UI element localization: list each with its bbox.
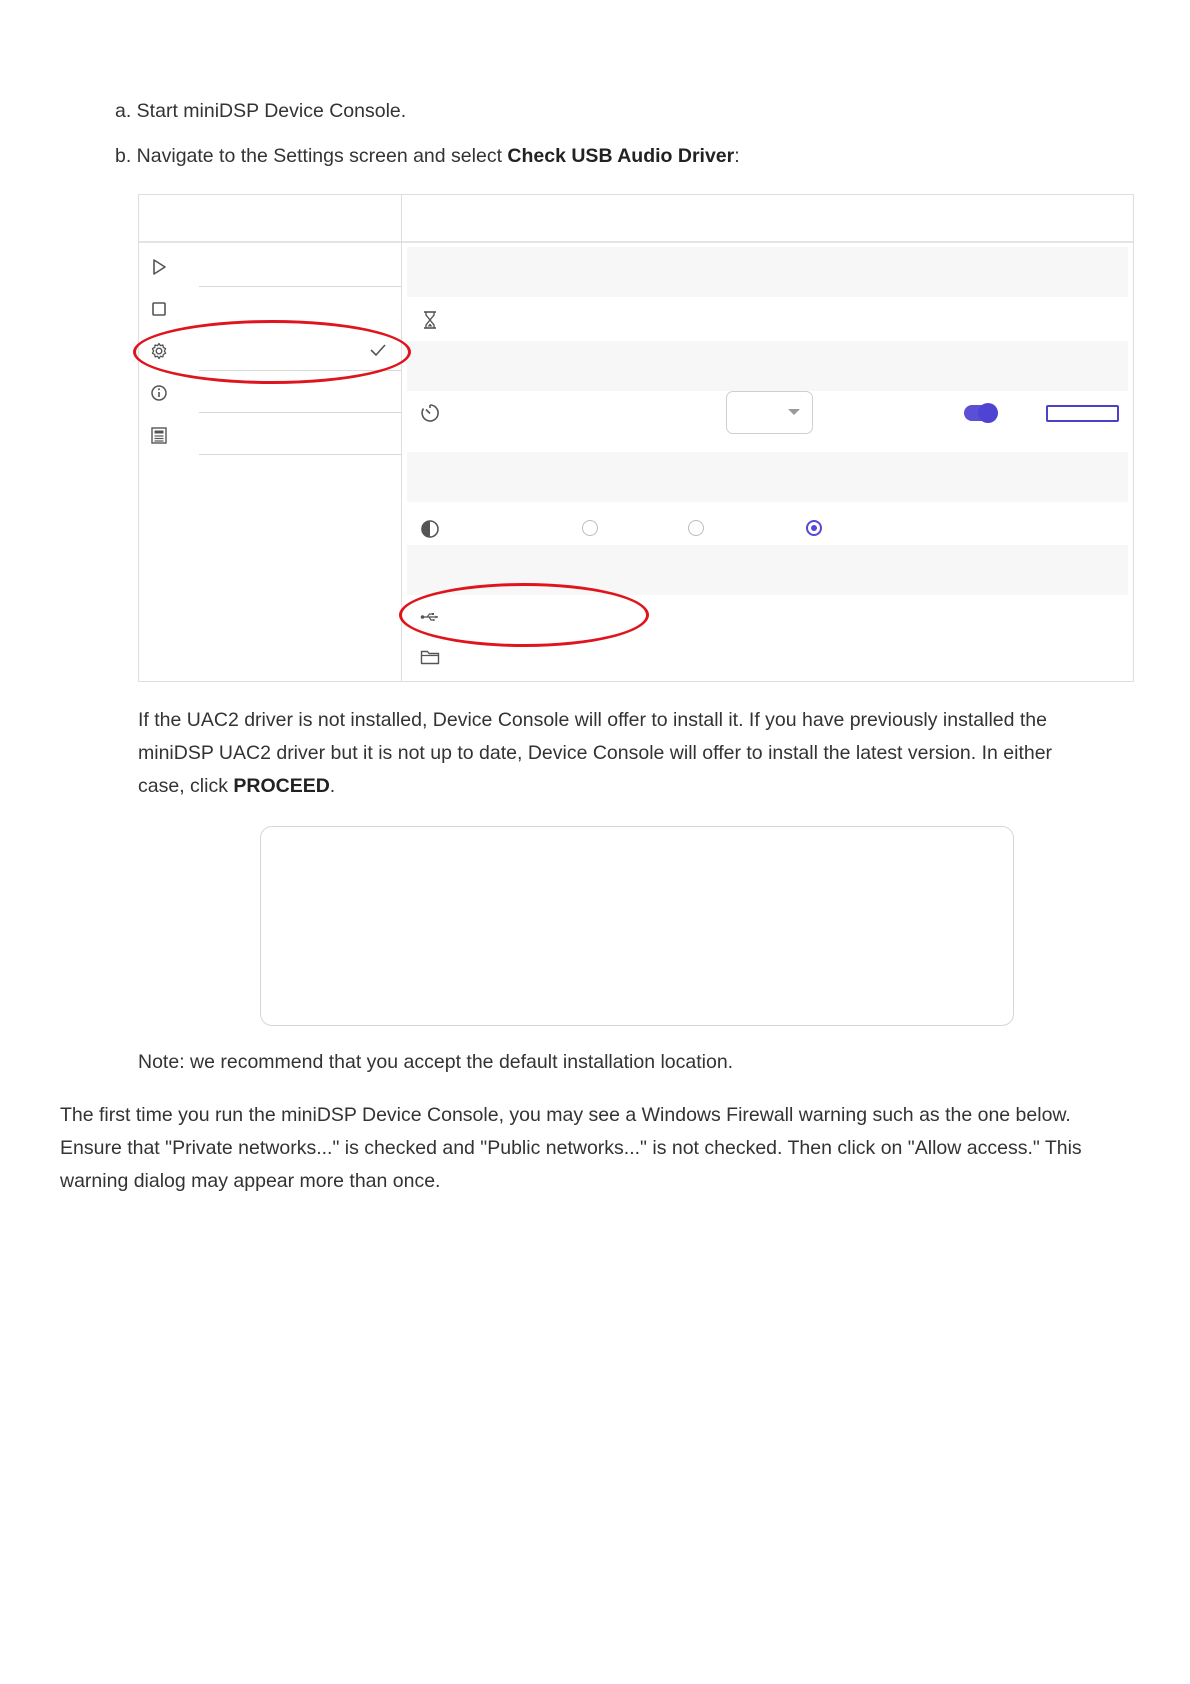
main-header <box>402 195 1133 243</box>
settings-toggle[interactable] <box>964 405 996 421</box>
document-icon <box>149 425 169 445</box>
contrast-icon <box>419 518 441 540</box>
install-note-text: Note: we recommend that you accept the default installation location. <box>138 1051 734 1073</box>
firewall-line-1: The first time you run the miniDSP Device Console, you may see a Windows Firewall warning such as the one below. <box>60 1104 1071 1126</box>
firewall-line-2: Ensure that "Private networks..." is checked and "Public networks..." is not checked. Then click on "Allow access." This <box>60 1137 1082 1159</box>
driver-instructions <box>138 704 1138 803</box>
sidebar-item-docs[interactable] <box>139 413 401 455</box>
chevron-down-icon <box>788 409 800 415</box>
timer-icon <box>419 402 441 424</box>
install-note <box>138 1046 733 1079</box>
step-a-text: a. Start miniDSP Device Console. <box>115 100 407 122</box>
toggle-knob <box>978 403 998 423</box>
sidebar-divider <box>199 454 401 455</box>
step-a <box>115 95 406 128</box>
step-b-prefix: b. Navigate to the Settings screen and select <box>115 145 508 167</box>
usb-driver-highlight-oval <box>399 583 649 647</box>
step-b-suffix: : <box>734 145 740 167</box>
driver-instructions-line-3 <box>138 770 1138 803</box>
firewall-line-3: warning dialog may appear more than once. <box>60 1170 441 1192</box>
proceed-label: PROCEED <box>233 775 330 797</box>
play-icon <box>149 257 169 277</box>
step-b <box>115 140 740 173</box>
theme-radio-1[interactable] <box>582 520 598 536</box>
driver-line-3-prefix: case, click <box>138 775 234 797</box>
driver-line-3-suffix: . <box>329 775 336 797</box>
theme-radio-2[interactable] <box>688 520 704 536</box>
settings-section-band <box>407 452 1128 502</box>
folder-icon <box>419 646 441 668</box>
driver-instructions-line-1: If the UAC2 driver is not installed, Device Console will offer to install it. If you have previously installed the <box>138 709 1047 731</box>
step-b-bold: Check USB Audio Driver <box>507 145 735 167</box>
firewall-instructions <box>60 1099 1150 1198</box>
sidebar-item-play[interactable] <box>139 245 401 287</box>
settings-screenshot <box>138 194 1134 682</box>
square-icon <box>149 299 169 319</box>
settings-outline-button[interactable] <box>1046 405 1119 422</box>
theme-radio-3[interactable] <box>806 520 822 536</box>
sidebar-header <box>139 195 401 243</box>
driver-instructions-line-2: miniDSP UAC2 driver but it is not up to date, Device Console will offer to install the latest version. In either <box>138 742 1053 764</box>
hourglass-icon <box>419 309 441 331</box>
sidebar <box>139 195 402 681</box>
settings-highlight-oval <box>133 320 411 384</box>
settings-dropdown[interactable] <box>726 391 813 434</box>
settings-section-band <box>407 341 1128 391</box>
info-icon <box>149 383 169 403</box>
install-dialog-screenshot <box>260 826 1014 1026</box>
settings-section-band <box>407 247 1128 297</box>
